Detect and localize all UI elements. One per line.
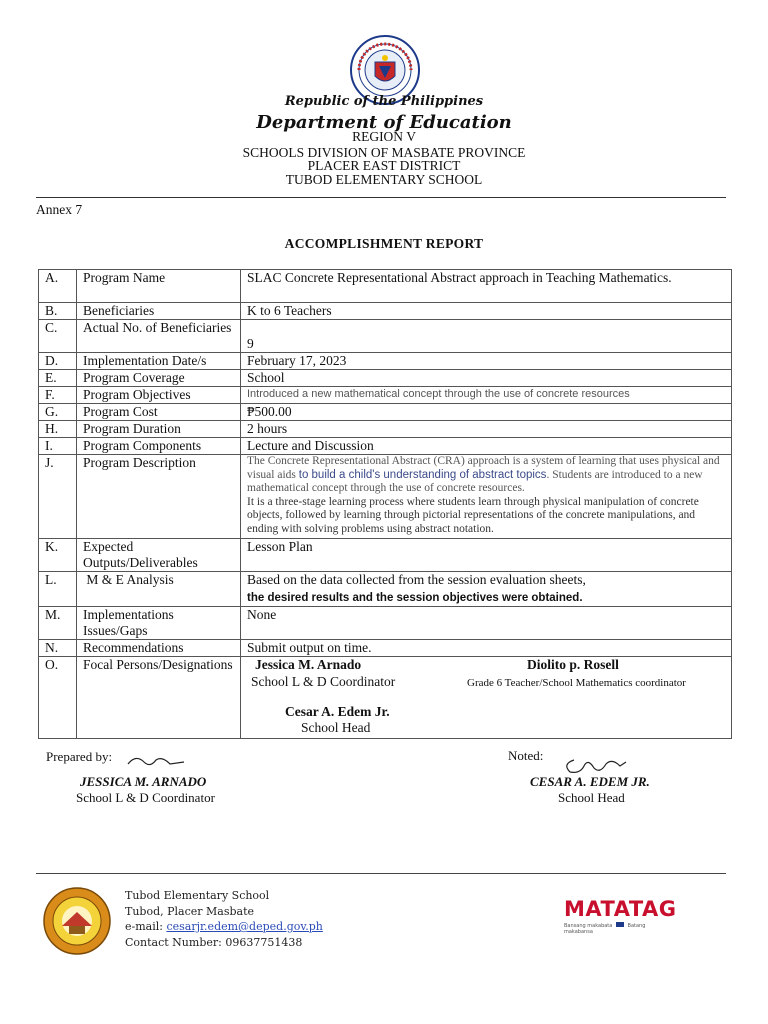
footer-info [125, 888, 323, 950]
footer-divider [36, 873, 726, 874]
row-letter: B. [39, 303, 77, 320]
row-label: Program Coverage [77, 370, 241, 387]
row-value: School [241, 370, 732, 387]
analysis-result: the desired results and the session objectives were obtained. [247, 592, 583, 604]
table-row [39, 421, 732, 438]
person-role: School Head [301, 720, 371, 735]
matatag-text: MATATAG [564, 897, 677, 921]
row-value: ₱500.00 [241, 404, 732, 421]
person-name: Cesar A. Edem Jr. [285, 704, 390, 719]
footer-contact: Contact Number: 09637751438 [125, 935, 303, 949]
analysis-text: Based on the data collected from the session evaluation sheets, [247, 572, 586, 587]
row-label: Recommendations [77, 640, 241, 657]
school-seal-icon [42, 886, 112, 956]
department-text: Department of Education [256, 112, 512, 133]
row-value: Introduced a new mathematical concept through the use of concrete resources [241, 387, 732, 404]
row-value [241, 657, 732, 739]
prepared-role: School L & D Coordinator [76, 790, 215, 805]
row-label: Program Objectives [77, 387, 241, 404]
prepared-by-label: Prepared by: [46, 749, 113, 764]
table-row [39, 657, 732, 739]
matatag-tagline: Bansang makabata [564, 923, 613, 929]
email-label: e-mail: [125, 920, 167, 933]
school-text: TUBOD ELEMENTARY SCHOOL [285, 172, 483, 187]
table-row [39, 539, 732, 572]
row-letter: I. [39, 438, 77, 455]
row-letter: N. [39, 640, 77, 657]
person-name: Jessica M. Arnado [255, 657, 362, 672]
row-label: M & E Analysis [77, 572, 241, 607]
row-label: Program Components [77, 438, 241, 455]
row-label: Implementation Date/s [77, 353, 241, 370]
row-letter: F. [39, 387, 77, 404]
row-letter: H. [39, 421, 77, 438]
row-letter: E. [39, 370, 77, 387]
row-value: 2 hours [241, 421, 732, 438]
row-value: 9 [241, 320, 732, 353]
table-row [39, 370, 732, 387]
table-row [39, 303, 732, 320]
row-value: K to 6 Teachers [241, 303, 732, 320]
row-letter: K. [39, 539, 77, 572]
row-label: Beneficiaries [77, 303, 241, 320]
row-label: Expected Outputs/Deliverables [77, 539, 241, 572]
report-table [38, 269, 732, 739]
row-letter: M. [39, 607, 77, 640]
row-value: Lecture and Discussion [241, 438, 732, 455]
prepared-name: JESSICA M. ARNADO [80, 774, 207, 789]
annex-label: Annex 7 [36, 202, 83, 217]
noted-label: Noted: [508, 748, 544, 763]
table-row [39, 270, 732, 303]
person-role: Grade 6 Teacher/School Mathematics coordinator [467, 677, 686, 689]
row-value [241, 455, 732, 539]
footer-address: Tubod, Placer Masbate [125, 904, 255, 918]
row-value: February 17, 2023 [241, 353, 732, 370]
row-label: Actual No. of Beneficiaries [77, 320, 241, 353]
row-value: SLAC Concrete Representational Abstract approach in Teaching Mathematics. [241, 270, 732, 303]
row-letter: A. [39, 270, 77, 303]
signature-icon [126, 752, 188, 772]
table-row [39, 387, 732, 404]
description-text: The Concrete Representational Abstract (CRA) approach is a system of learning that uses physical and visual aids [247, 455, 720, 481]
row-letter: G. [39, 404, 77, 421]
email-link[interactable]: cesarjr.edem@deped.gov.ph [166, 920, 323, 933]
table-row [39, 455, 732, 539]
footer-email-line [125, 919, 323, 935]
noted-name: CESAR A. EDEM JR. [530, 774, 650, 789]
description-text: It is a three-stage learning process where students learn through physical manipulation of concrete objects, followed by learning through pictorial representations of the concrete manipulations, and ending with solving problems using abstract notation. [247, 495, 699, 535]
row-label: Focal Persons/Designations [77, 657, 241, 739]
signature-icon [560, 754, 630, 776]
row-label: Program Duration [77, 421, 241, 438]
row-letter: J. [39, 455, 77, 539]
table-row [39, 640, 732, 657]
table-row [39, 404, 732, 421]
person-name: Diolito p. Rosell [527, 657, 619, 672]
heart-icon [616, 922, 624, 927]
matatag-logo [564, 897, 677, 941]
row-label: Program Cost [77, 404, 241, 421]
report-title: ACCOMPLISHMENT REPORT [284, 236, 484, 251]
row-value [241, 572, 732, 607]
row-letter: O. [39, 657, 77, 739]
table-row [39, 353, 732, 370]
republic-text: Republic of the Philippines [284, 94, 484, 109]
description-highlight: to build a child's understanding of abstract topics [298, 468, 547, 481]
header-divider [36, 197, 726, 198]
row-letter: C. [39, 320, 77, 353]
row-value: None [241, 607, 732, 640]
row-value: Lesson Plan [241, 539, 732, 572]
table-row [39, 572, 732, 607]
row-value: Submit output on time. [241, 640, 732, 657]
matatag-tagline: Batang makabansa [564, 923, 646, 935]
footer-school: Tubod Elementary School [125, 889, 270, 902]
row-label: Implementations Issues/Gaps [77, 607, 241, 640]
description-text: . Students are introduced to a new mathematical concept through the use of concrete resources. [247, 468, 703, 494]
row-letter: L. [39, 572, 77, 607]
district-text: PLACER EAST DISTRICT [307, 158, 461, 173]
person-role: School L & D Coordinator [251, 674, 396, 689]
row-label: Program Description [77, 455, 241, 539]
table-row [39, 320, 732, 353]
table-row [39, 438, 732, 455]
row-letter: D. [39, 353, 77, 370]
division-text: SCHOOLS DIVISION OF MASBATE PROVINCE [242, 145, 526, 160]
row-label: Program Name [77, 270, 241, 303]
table-row [39, 607, 732, 640]
region-text: REGION V [352, 129, 416, 144]
noted-role: School Head [558, 790, 625, 805]
focal-persons [247, 657, 725, 737]
